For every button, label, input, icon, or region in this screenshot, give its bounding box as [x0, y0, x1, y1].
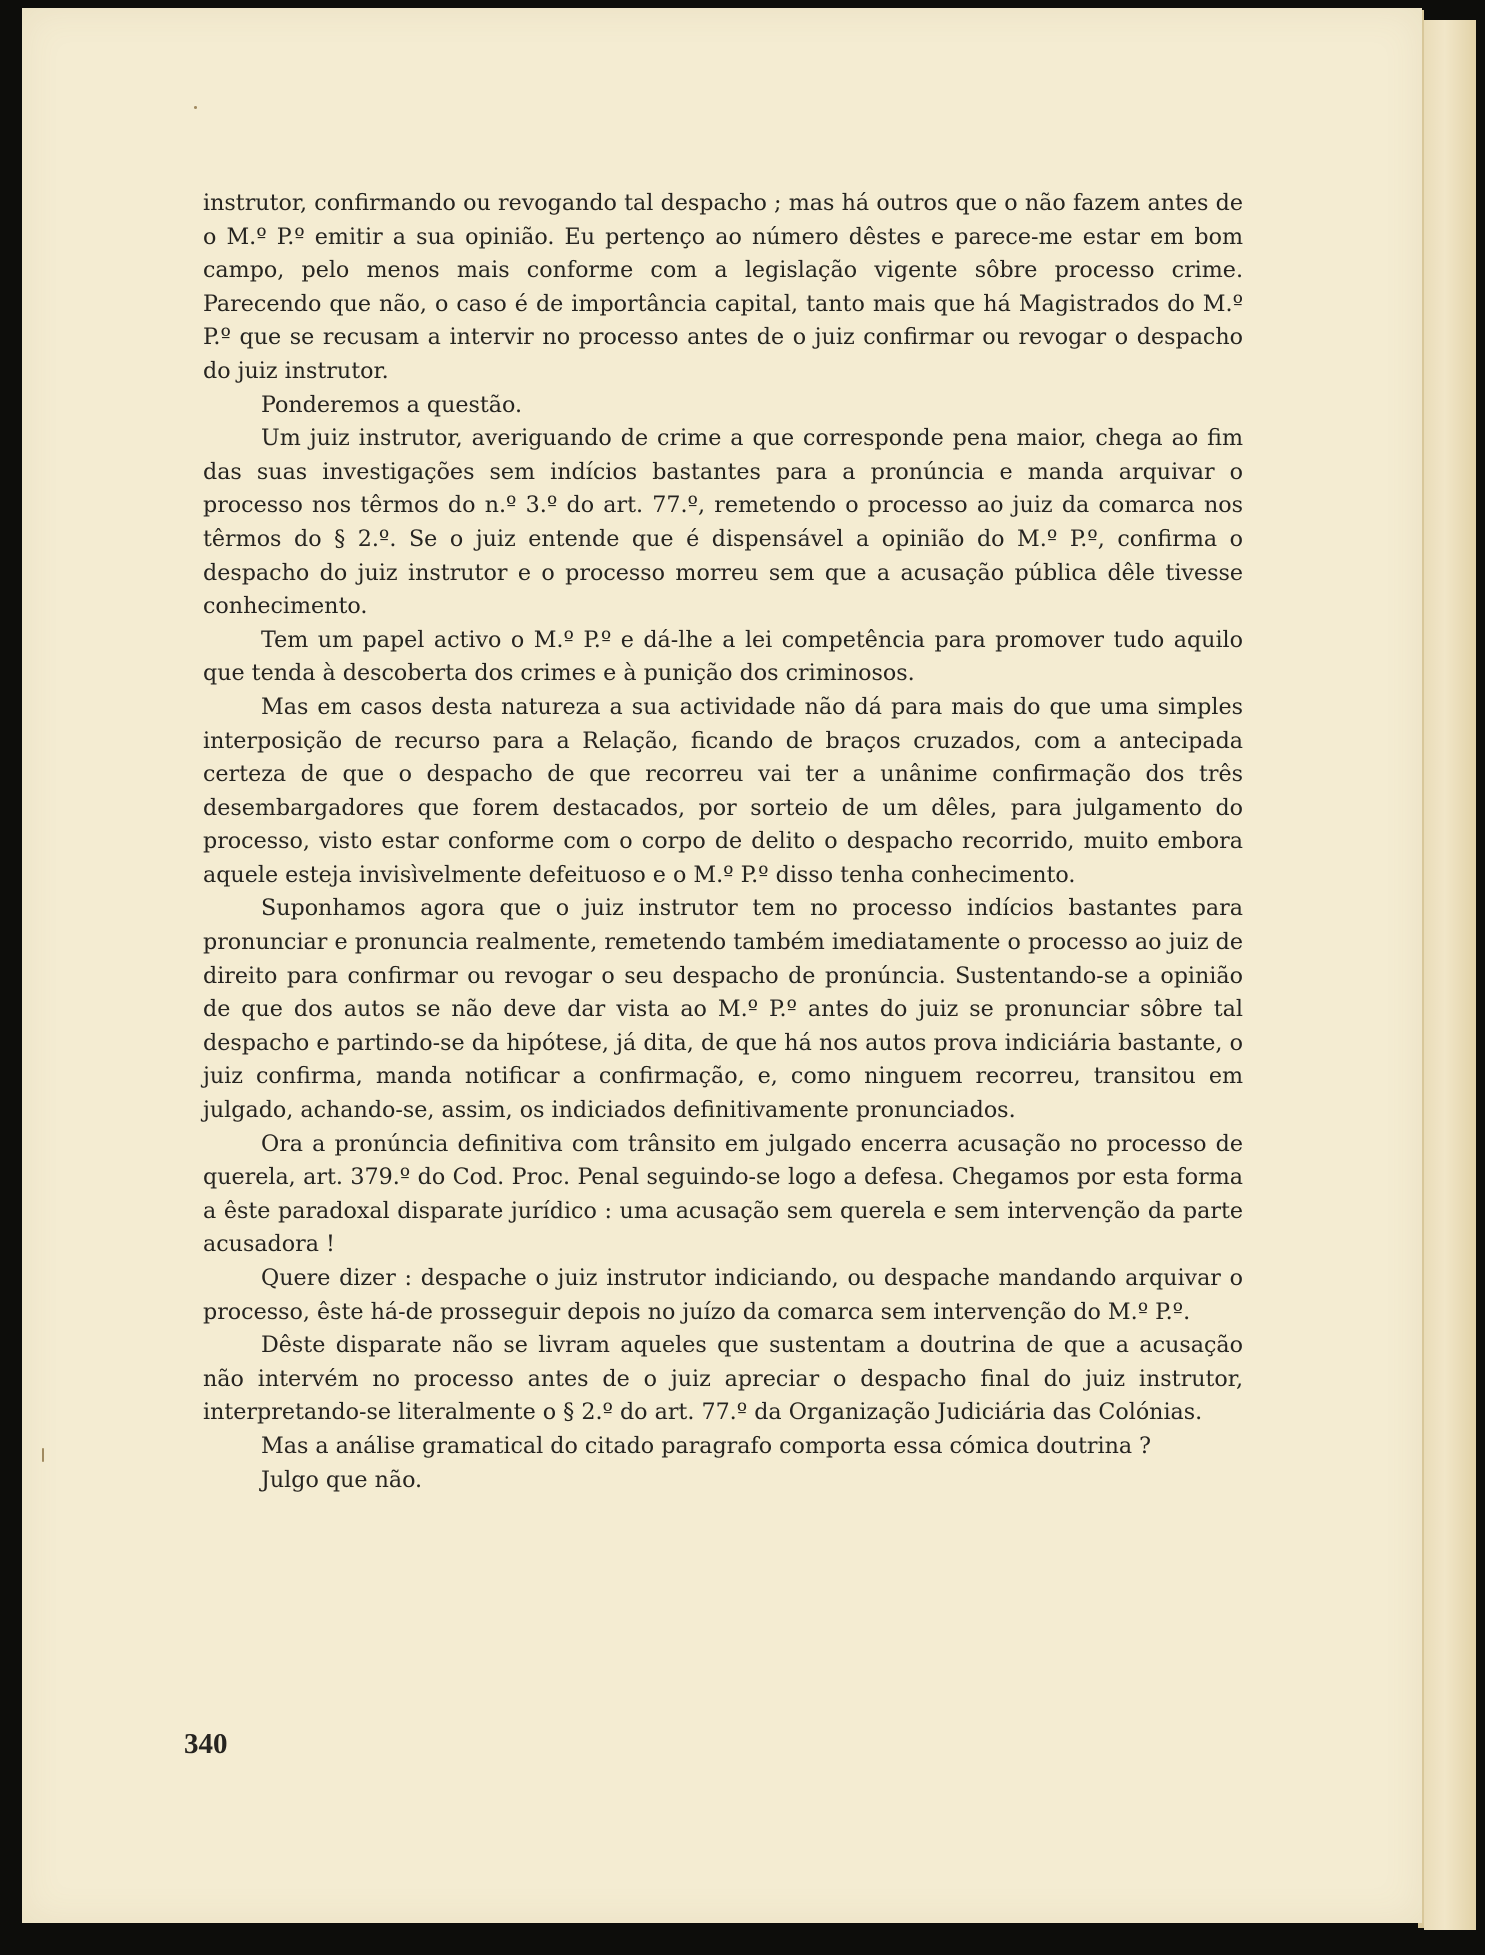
paragraph: instrutor, confirmando ou revogando tal despacho ; mas há outros que o não fazem antes de o M.º P.º emitir a sua opinião. Eu pertenço ao número dêstes e parece-me estar em bom campo, pelo menos mais conforme com a legislação vigente sôbre processo crime. Parecendo que não, o caso é de importância capital, tanto mais que há Magistrados do M.º P.º que se recusam a intervir no processo antes de o juiz confirmar ou revogar o despacho do juiz instrutor. — [203, 190, 1243, 384]
paragraph: Dêste disparate não se livram aqueles que sustentam a doutrina de que a acusação não intervém no processo antes de o juiz apreciar o despacho final do juiz instrutor, interpretando-se literalmente o § 2.º do art. 77.º da Organização Judiciária das Colónias. — [203, 1332, 1243, 1426]
paragraph: Julgo que não. — [261, 1466, 423, 1493]
next-page-edge — [1424, 20, 1476, 1930]
paragraph: Suponhamos agora que o juiz instrutor tem no processo indícios bastantes para pronunciar e pronuncia realmente, remetendo também imediatamente o processo ao juiz de direito para confirmar ou revogar o seu despacho de pronúncia. Sustentando-se a opinião de que dos autos se não deve dar vista ao M.º P.º antes do juiz se pronunciar sôbre tal despacho e partindo-se da hipótese, já dita, de que há nos autos prova indiciária bastante, o juiz confirma, manda notificar a confirmação, e, como ninguem recorreu, transitou em julgado, achando-se, assim, os indiciados definitivamente pronunciados. — [203, 895, 1243, 1124]
paragraph: Tem um papel activo o M.º P.º e dá-lhe a lei competência para promover tudo aquilo que tenda à descoberta dos crimes e à punição dos criminosos. — [203, 626, 1243, 687]
paper-mark — [42, 1448, 44, 1462]
page-number: 340 — [184, 1728, 228, 1760]
body-text — [203, 187, 1243, 1497]
paragraph: Ora a pronúncia definitiva com trânsito em julgado encerra acusação no processo de querela, art. 379.º do Cod. Proc. Penal seguindo-se logo a defesa. Chegamos por esta forma a êste paradoxal disparate jurídico : uma acusação sem querela e sem intervenção da parte acusadora ! — [203, 1130, 1243, 1258]
paragraph: Mas a análise gramatical do citado paragrafo comporta essa cómica doutrina ? — [261, 1432, 1152, 1459]
paper-speck — [194, 106, 197, 109]
paragraph: Mas em casos desta natureza a sua actividade não dá para mais do que uma simples interposição de recurso para a Relação, ficando de braços cruzados, com a antecipada certeza de que o despacho de que recorreu vai ter a unânime confirmação dos três desembargadores que forem destacados, por sorteio de um dêles, para julgamento do processo, visto estar conforme com o corpo de delito o despacho recorrido, muito embora aquele esteja invisìvelmente defeituoso e o M.º P.º disso tenha conhecimento. — [203, 693, 1243, 888]
paragraph: Quere dizer : despache o juiz instrutor indiciando, ou despache mandando arquivar o processo, êste há-de prosseguir depois no juízo da comarca sem intervenção do M.º P.º. — [203, 1265, 1243, 1325]
paragraph: Um juiz instrutor, averiguando de crime a que corresponde pena maior, chega ao fim das suas investigações sem indícios bastantes para a pronúncia e manda arquivar o processo nos têrmos do n.º 3.º do art. 77.º, remetendo o processo ao juiz da comarca nos têrmos do § 2.º. Se o juiz entende que é dispensável a opinião do M.º P.º, confirma o despacho do juiz instrutor e o processo morreu sem que a acusação pública dêle tivesse conhecimento. — [203, 425, 1243, 620]
paragraph: Ponderemos a questão. — [261, 391, 523, 418]
